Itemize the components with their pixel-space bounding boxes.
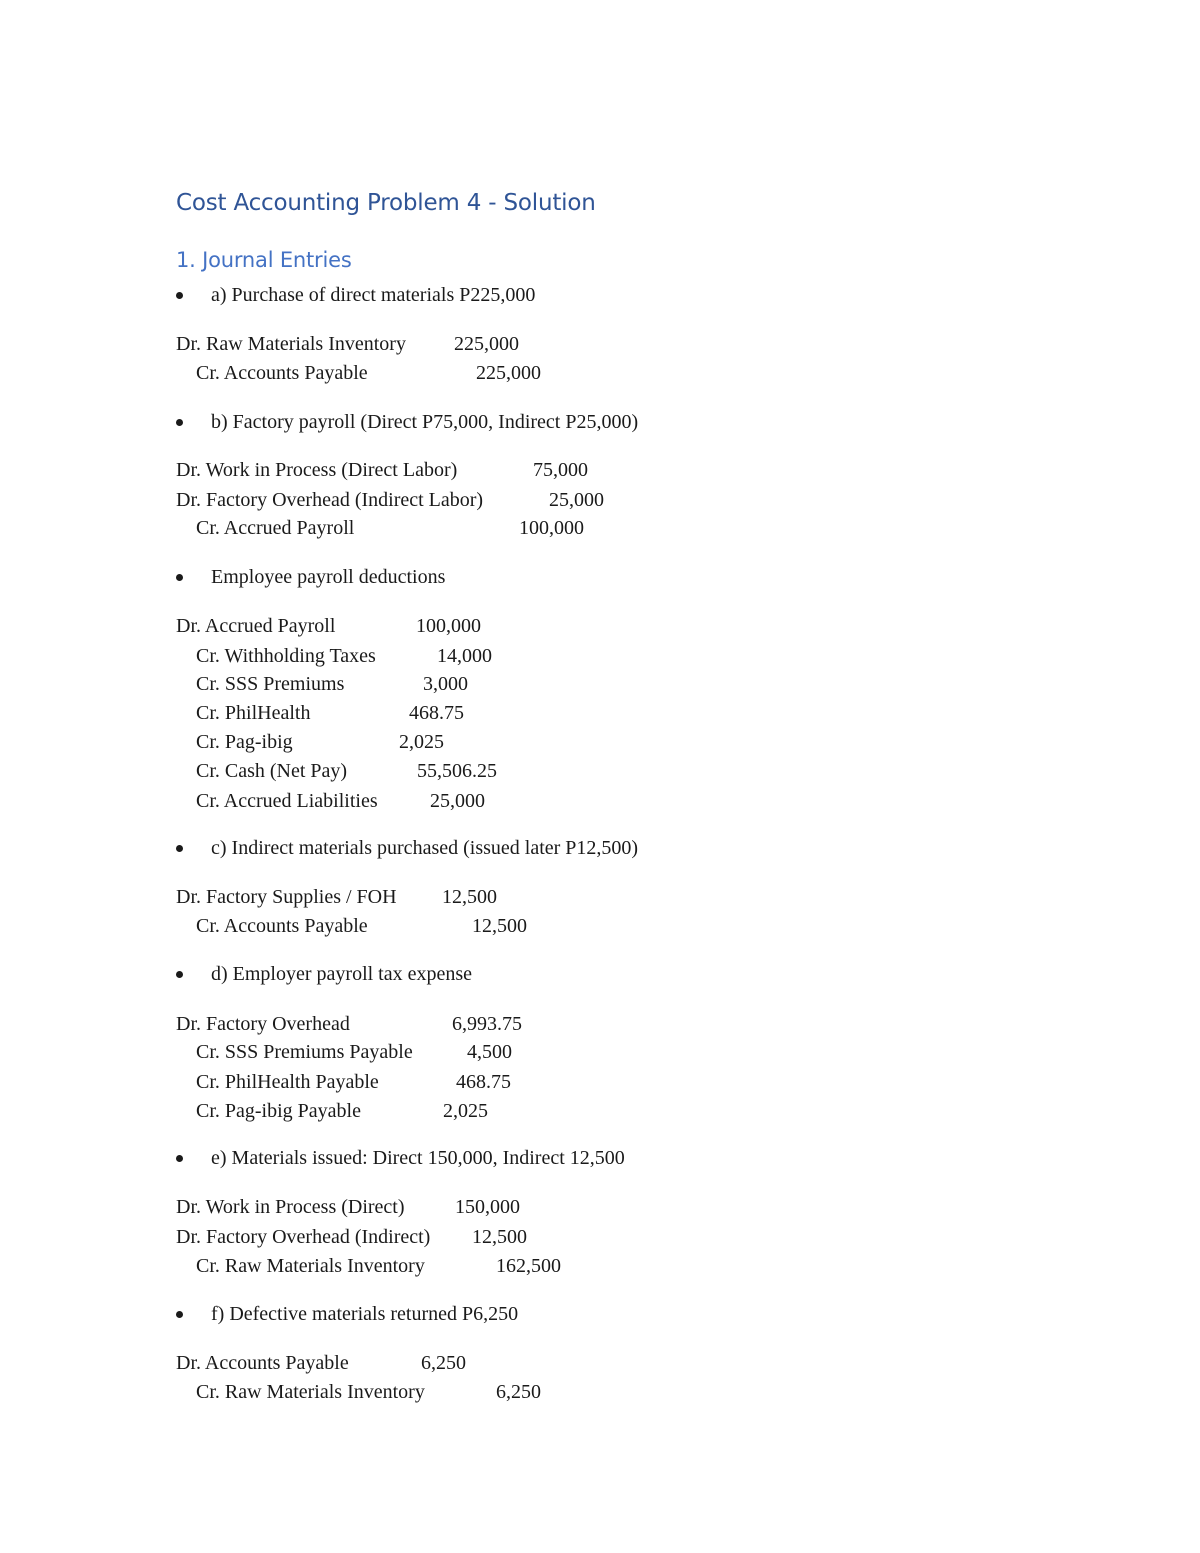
entry-amount: 12,500: [472, 1226, 527, 1248]
entry-amount: 25,000: [430, 790, 485, 812]
entry-description: b) Factory payroll (Direct P75,000, Indirect P25,000): [211, 411, 639, 433]
debit-account: Dr. Work in Process (Direct Labor): [176, 459, 458, 481]
entry-amount: 150,000: [455, 1196, 520, 1218]
credit-account: Cr. Cash (Net Pay): [196, 760, 348, 782]
entry-amount: 2,025: [399, 731, 444, 753]
bullet-dot-icon: [176, 292, 183, 299]
entry-description: c) Indirect materials purchased (issued later P12,500): [211, 837, 639, 859]
credit-account: Cr. Raw Materials Inventory: [196, 1381, 425, 1403]
entry-description: e) Materials issued: Direct 150,000, Indirect 12,500: [211, 1147, 625, 1169]
debit-account: Dr. Factory Overhead (Indirect Labor): [176, 489, 484, 511]
entry-amount: 6,250: [421, 1352, 466, 1374]
credit-account: Cr. Accounts Payable: [196, 915, 368, 937]
credit-account: Cr. Accrued Payroll: [196, 517, 355, 539]
entry-amount: 14,000: [437, 645, 492, 667]
entry-amount: 75,000: [533, 459, 588, 481]
entry-description: a) Purchase of direct materials P225,000: [211, 284, 536, 306]
entry-amount: 225,000: [454, 333, 519, 355]
debit-account: Dr. Factory Overhead (Indirect): [176, 1226, 431, 1248]
debit-account: Dr. Factory Overhead: [176, 1013, 350, 1035]
bullet-dot-icon: [176, 574, 183, 581]
bullet-dot-icon: [176, 845, 183, 852]
entry-amount: 100,000: [416, 615, 481, 637]
bullet-dot-icon: [176, 1155, 183, 1162]
entry-amount: 468.75: [409, 702, 464, 724]
bullet-dot-icon: [176, 419, 183, 426]
debit-account: Dr. Accrued Payroll: [176, 615, 336, 637]
credit-account: Cr. PhilHealth Payable: [196, 1071, 379, 1093]
entry-amount: 12,500: [442, 886, 497, 908]
entry-description: d) Employer payroll tax expense: [211, 963, 473, 985]
entry-amount: 12,500: [472, 915, 527, 937]
debit-account: Dr. Work in Process (Direct): [176, 1196, 405, 1218]
page-title: Cost Accounting Problem 4 - Solution: [176, 190, 596, 216]
entry-amount: 225,000: [476, 362, 541, 384]
section-heading-journal-entries: 1. Journal Entries: [176, 248, 352, 272]
entry-amount: 2,025: [443, 1100, 488, 1122]
entry-amount: 6,993.75: [452, 1013, 522, 1035]
entry-amount: 468.75: [456, 1071, 511, 1093]
entry-amount: 6,250: [496, 1381, 541, 1403]
bullet-dot-icon: [176, 971, 183, 978]
credit-account: Cr. Pag-ibig Payable: [196, 1100, 361, 1122]
credit-account: Cr. Withholding Taxes: [196, 645, 376, 667]
entry-description: f) Defective materials returned P6,250: [211, 1303, 519, 1325]
entry-amount: 4,500: [467, 1041, 512, 1063]
credit-account: Cr. Pag-ibig: [196, 731, 293, 753]
entry-amount: 55,506.25: [417, 760, 497, 782]
entry-amount: 25,000: [549, 489, 604, 511]
entry-amount: 100,000: [519, 517, 584, 539]
debit-account: Dr. Accounts Payable: [176, 1352, 349, 1374]
credit-account: Cr. Raw Materials Inventory: [196, 1255, 425, 1277]
credit-account: Cr. SSS Premiums Payable: [196, 1041, 413, 1063]
entry-amount: 162,500: [496, 1255, 561, 1277]
debit-account: Dr. Raw Materials Inventory: [176, 333, 406, 355]
credit-account: Cr. Accrued Liabilities: [196, 790, 378, 812]
debit-account: Dr. Factory Supplies / FOH: [176, 886, 397, 908]
entry-description: Employee payroll deductions: [211, 566, 446, 588]
bullet-dot-icon: [176, 1311, 183, 1318]
credit-account: Cr. PhilHealth: [196, 702, 311, 724]
entry-amount: 3,000: [423, 673, 468, 695]
credit-account: Cr. Accounts Payable: [196, 362, 368, 384]
credit-account: Cr. SSS Premiums: [196, 673, 345, 695]
